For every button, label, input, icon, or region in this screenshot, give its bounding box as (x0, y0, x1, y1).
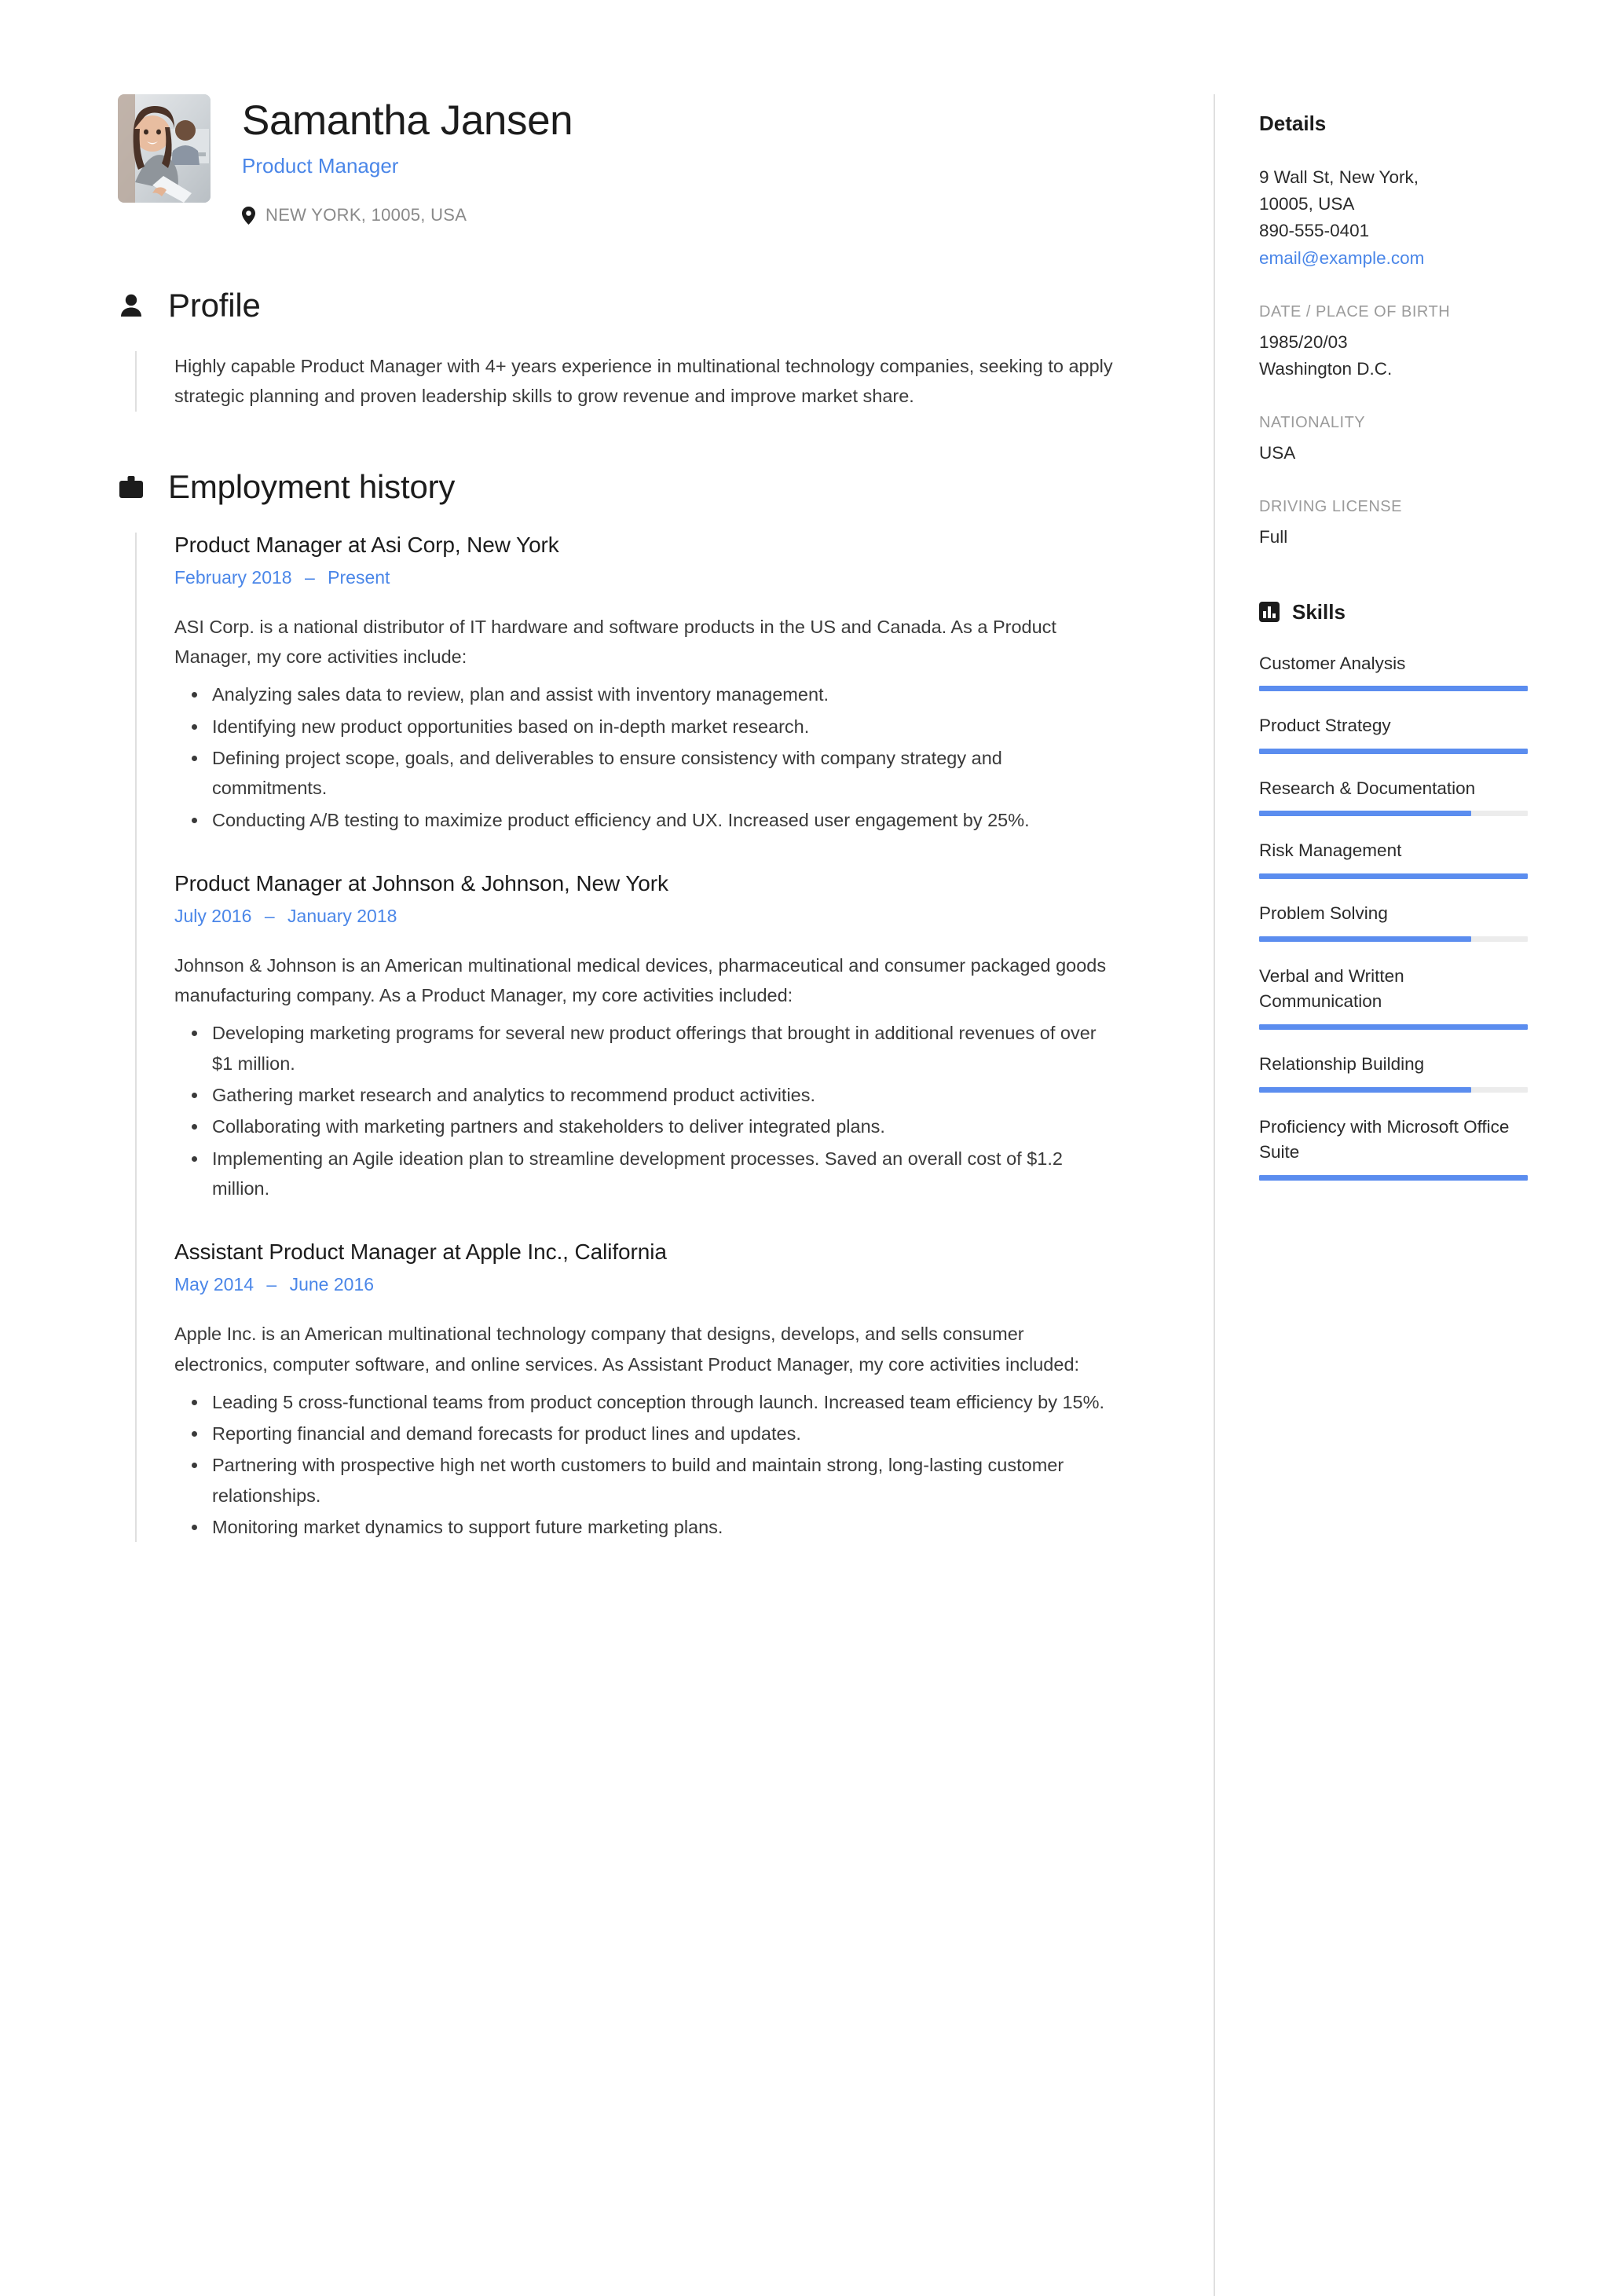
location-text: NEW YORK, 10005, USA (265, 205, 467, 225)
location-row (242, 205, 573, 225)
phone-number[interactable]: 890-555-0401 (1259, 221, 1370, 241)
address-line-1: 9 Wall St, New York, (1259, 167, 1419, 187)
job-entry (174, 533, 1119, 871)
skill-fill (1259, 1087, 1471, 1093)
job-date-end: Present (328, 566, 390, 588)
employment-title: Employment history (168, 467, 456, 505)
skill-item (1259, 776, 1528, 817)
profile-body (135, 351, 1119, 412)
skill-name: Risk Management (1259, 840, 1402, 861)
skill-name: Product Strategy (1259, 716, 1391, 736)
job-bullet: Collaborating with marketing partners and stakeholders to deliver integrated plans. (174, 1111, 1119, 1141)
job-heading: Assistant Product Manager at Apple Inc., California (174, 1240, 667, 1265)
skill-name: Relationship Building (1259, 1053, 1425, 1074)
section-employment (118, 468, 1119, 1543)
skill-track (1259, 936, 1528, 942)
skill-fill (1259, 1175, 1528, 1181)
detail-value: Full (1259, 527, 1288, 547)
employment-body (135, 533, 1119, 1543)
job-date-dash: – (264, 905, 275, 926)
skill-item (1259, 838, 1528, 879)
detail-value: 1985/20/03 (1259, 331, 1348, 352)
skill-name: Problem Solving (1259, 903, 1388, 923)
skill-track (1259, 811, 1528, 816)
job-bullet: Conducting A/B testing to maximize product efficiency and UX. Increased user engagement by 25%. (174, 805, 1119, 835)
skill-name: Customer Analysis (1259, 653, 1406, 673)
skill-name: Verbal and Written Communication (1259, 965, 1404, 1012)
main-column (118, 94, 1214, 2296)
skills-title: Skills (1292, 599, 1346, 624)
job-bullet: Analyzing sales data to review, plan and assist with inventory management. (174, 679, 1119, 709)
profile-text: Highly capable Product Manager with 4+ years experience in multinational technology companies, seeking to apply strategic planning and proven leadership skills to grow revenue and improve market share. (174, 356, 1113, 407)
job-date-end: January 2018 (287, 905, 397, 926)
job-dates (174, 906, 1119, 927)
person-photo-icon (118, 94, 211, 203)
skill-item (1259, 713, 1528, 754)
job-bullet-list (174, 679, 1119, 834)
job-description: Apple Inc. is an American multinational technology company that designs, develops, and sells consumer electronics, computer software, and online services. As Assistant Product Manager, my core activities included: (174, 1324, 1080, 1375)
job-bullet: Developing marketing programs for several new product offerings that brought in additional revenues of over $1 million. (174, 1018, 1119, 1078)
skill-item (1259, 964, 1528, 1030)
job-bullet: Identifying new product opportunities based on in-depth market research. (174, 712, 1119, 742)
skill-track (1259, 749, 1528, 754)
skill-track (1259, 1087, 1528, 1093)
job-bullet: Implementing an Agile ideation plan to streamline development processes. Saved an overall cost of $1.2 million. (174, 1144, 1119, 1204)
skills-list (1259, 651, 1528, 1181)
job-date-start: February 2018 (174, 566, 292, 588)
detail-value: Washington D.C. (1259, 358, 1393, 379)
skill-fill (1259, 686, 1528, 691)
skill-fill (1259, 936, 1471, 942)
skill-fill (1259, 873, 1528, 879)
job-heading: Product Manager at Asi Corp, New York (174, 532, 559, 557)
job-date-dash: – (304, 566, 315, 588)
job-bullet: Monitoring market dynamics to support future marketing plans. (174, 1512, 1119, 1542)
profile-heading (118, 287, 1119, 324)
detail-group-birth (1259, 303, 1528, 383)
detail-group-nationality (1259, 414, 1528, 467)
skill-fill (1259, 811, 1471, 816)
person-icon (118, 294, 145, 317)
job-dates (174, 567, 1119, 588)
skill-track (1259, 1024, 1528, 1030)
job-date-start: May 2014 (174, 1274, 254, 1295)
skill-name: Research & Documentation (1259, 778, 1476, 798)
bar-chart-icon (1259, 602, 1280, 622)
section-profile (118, 287, 1119, 412)
detail-value: USA (1259, 443, 1296, 463)
avatar (118, 94, 211, 203)
header-text (242, 94, 573, 225)
detail-label: DATE / PLACE OF BIRTH (1259, 302, 1451, 320)
skill-item (1259, 901, 1528, 942)
job-heading: Product Manager at Johnson & Johnson, New York (174, 870, 668, 895)
skill-track (1259, 686, 1528, 691)
job-entry (174, 871, 1119, 1240)
profile-title: Profile (168, 287, 261, 324)
sidebar (1214, 94, 1528, 2296)
employment-heading (118, 468, 1119, 506)
address-line-2: 10005, USA (1259, 194, 1355, 214)
job-bullet: Defining project scope, goals, and deliverables to ensure consistency with company strategy and commitments. (174, 743, 1119, 804)
job-bullet-list (174, 1387, 1119, 1542)
skill-fill (1259, 749, 1528, 754)
job-bullet: Gathering market research and analytics to recommend product activities. (174, 1080, 1119, 1110)
details-title: Details (1259, 112, 1327, 135)
job-bullet: Partnering with prospective high net worth customers to build and maintain strong, long-lasting customer relationships. (174, 1450, 1119, 1511)
skill-track (1259, 1175, 1528, 1181)
detail-group-driving-license (1259, 498, 1528, 551)
skills-heading (1259, 600, 1528, 624)
resume-header (118, 94, 1119, 225)
skill-item (1259, 651, 1528, 692)
job-bullet: Leading 5 cross-functional teams from product conception through launch. Increased team efficiency by 15%. (174, 1387, 1119, 1417)
page-title: Samantha Jansen (242, 97, 573, 144)
job-bullet: Reporting financial and demand forecasts for product lines and updates. (174, 1419, 1119, 1448)
job-description: Johnson & Johnson is an American multinational medical devices, pharmaceutical and consumer packaged goods manufacturing company. As a Product Manager, my core activities included: (174, 954, 1107, 1006)
detail-label: DRIVING LICENSE (1259, 498, 1402, 516)
location-pin-icon (242, 207, 255, 225)
detail-label: NATIONALITY (1259, 414, 1366, 432)
job-dates (174, 1274, 1119, 1295)
email-link[interactable]: email@example.com (1259, 247, 1425, 268)
briefcase-icon (118, 476, 145, 498)
job-description: ASI Corp. is a national distributor of IT hardware and software products in the US and Canada. As a Product Manager, my core activities include: (174, 616, 1056, 668)
skill-fill (1259, 1024, 1528, 1030)
skill-name: Proficiency with Microsoft Office Suite (1259, 1116, 1510, 1163)
job-entry (174, 1240, 1119, 1542)
job-date-dash: – (266, 1274, 277, 1295)
job-bullet-list (174, 1018, 1119, 1203)
skill-track (1259, 873, 1528, 879)
contact-block (1259, 164, 1528, 272)
job-title: Product Manager (242, 154, 399, 178)
job-date-start: July 2016 (174, 905, 252, 926)
skill-item (1259, 1052, 1528, 1093)
job-date-end: June 2016 (289, 1274, 375, 1295)
skill-item (1259, 1115, 1528, 1181)
